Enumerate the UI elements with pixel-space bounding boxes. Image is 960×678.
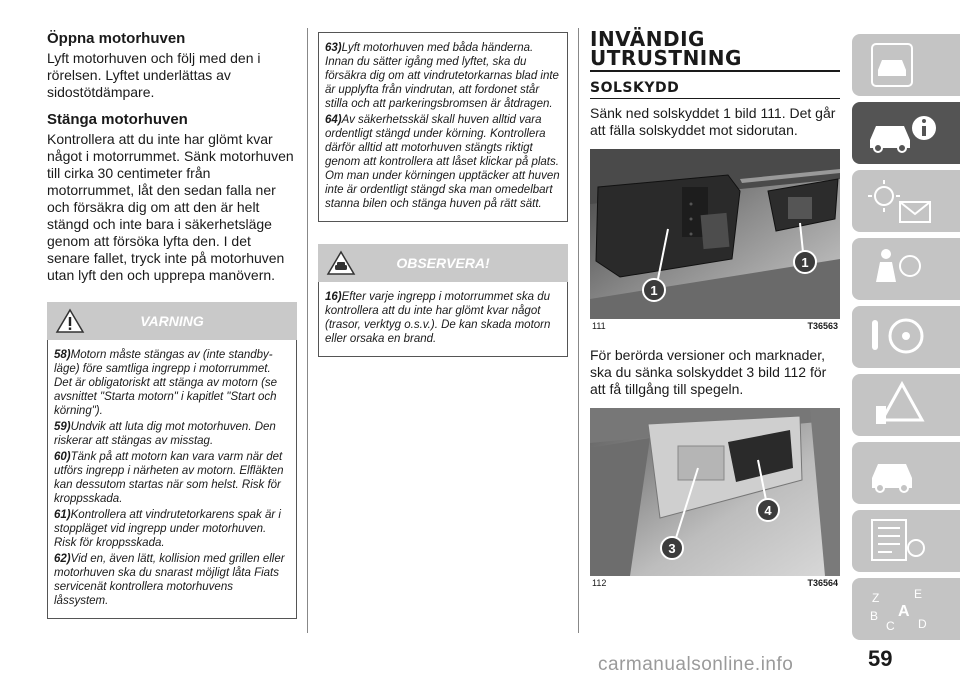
note: 62)Vid en, även lätt, kollision med grillen eller motorhuven ska du snarast möjligt låta Fiats servicenät kontrollera motorhuvens låssystem. (54, 553, 285, 607)
section-title: INVÄNDIG UTRUSTNING (590, 27, 742, 70)
paragraph-open-hood: Lyft motorhuven och följ med den i rörelsen. Lyftet underlättas av sidostötdämpare. (47, 50, 261, 100)
tab-maintenance[interactable] (852, 442, 960, 504)
column-left (47, 30, 297, 619)
figure-caption (590, 319, 840, 333)
column-middle (318, 32, 568, 357)
title-rule (590, 70, 840, 72)
svg-text:E: E (914, 587, 923, 601)
page-number: 59 (868, 646, 893, 671)
breakdown-icon (862, 378, 942, 432)
tab-warning-lights[interactable] (852, 170, 960, 232)
note: 58)Motorn måste stängas av (inte standby-läge) före samtliga ingrepp i motorrummet. Det är obligatoriskt att stänga av motorn (se avsnittet "Starta motorn" i kapitlet "Start och körning"). (54, 349, 278, 417)
figure-code: T36564 (807, 578, 838, 588)
svg-text:B: B (870, 609, 879, 623)
figure-caption (590, 576, 840, 590)
tab-technical-data[interactable] (852, 510, 960, 572)
callout-1: 1 (801, 255, 809, 270)
technical-data-icon (862, 514, 942, 568)
warning-notes (47, 340, 297, 619)
start-driving-icon (862, 310, 942, 364)
heading-open-hood: Öppna motorhuven (47, 30, 186, 47)
figure-number: 111 (592, 321, 606, 331)
tab-safety[interactable] (852, 238, 960, 300)
chapter-tabs (852, 34, 960, 646)
note: 59)Undvik att luta dig mot motorhuven. Den riskerar att stängas av misstag. (54, 421, 276, 447)
heading-close-hood: Stänga motorhuven (47, 111, 188, 128)
tab-index[interactable] (852, 578, 960, 640)
warning-notes-continued (318, 32, 568, 222)
tab-breakdown[interactable] (852, 374, 960, 436)
column-divider (307, 28, 308, 633)
note: 63)Lyft motorhuven med båda händerna. Innan du sätter igång med lyftet, ska du försäkra dig om att vindrutetorkarnas blad inte är upplyfta från vindrutan, att fordonet står stilla och att parkeringsbromsen är åtdragen. (325, 42, 559, 110)
warning-title: VARNING (140, 313, 204, 329)
callout-1: 1 (650, 283, 658, 298)
observe-header (318, 244, 568, 282)
svg-text:C: C (886, 619, 895, 633)
note: 16)Efter varje ingrepp i motorrummet ska du kontrollera att du inte har glömt kvar något (trasor, verktyg o.s.v.). De kan skada motorn eller orsaka en brand. (325, 291, 551, 345)
subsection-title: SOLSKYDD (590, 80, 680, 96)
callout-4: 4 (764, 503, 772, 518)
maintenance-car-icon (862, 446, 942, 500)
tab-car-overview[interactable] (852, 34, 960, 96)
tab-start-driving[interactable] (852, 306, 960, 368)
paragraph-mirror: För berörda versioner och marknader, ska du sänka solskyddet 3 bild 112 för att få tillgång till spegeln. (590, 347, 827, 397)
figure-112-vanity-mirror (590, 408, 840, 576)
index-icon (862, 582, 942, 636)
figure-111-sun-visors (590, 149, 840, 319)
svg-text:A: A (898, 603, 910, 620)
column-right (590, 27, 840, 590)
callout-3: 3 (668, 541, 676, 556)
svg-text:D: D (918, 617, 927, 631)
note: 61)Kontrollera att vindrutetorkarens spak är i stoppläget vid ingrepp under motorhuven. Risk för kroppsskada. (54, 509, 281, 549)
tab-car-info[interactable] (852, 102, 960, 164)
safety-airbag-icon (862, 242, 942, 296)
figure-code: T36563 (807, 321, 838, 331)
paragraph-sun-visor: Sänk ned solskyddet 1 bild 111. Det går att fälla solskyddet mot sidorutan. (590, 105, 836, 138)
subtitle-rule (590, 98, 840, 99)
note: 64)Av säkerhetsskäl skall huven alltid vara ordentligt stängd under körning. Kontrollera därför alltid att motorhuven stängts riktigt genom att kontrollera att låset klickar på plats. Om man under körningen upptäcker att huven inte är ordentligt stängd ska man omedelbart stanna bilen och stänga huven på rätt sätt. (325, 114, 560, 210)
car-info-icon (862, 106, 942, 160)
watermark: carmanualsonline.info (598, 654, 794, 675)
column-divider (578, 28, 579, 633)
paragraph-close-hood: Kontrollera att du inte har glömt kvar något i motorrummet. Sänk motorhuven till cirka 30 centimeter från motorrummet, låt den sedan falla ner och försäkra dig om att den är helt stängd och inte bara i säkerhetsläge genom att försöka lyfta den. I det senare fallet, tryck inte på motorhuven utan lyft den och upprepa manövern. (47, 131, 294, 283)
car-overview-icon (862, 38, 922, 92)
svg-text:Z: Z (872, 591, 880, 605)
observe-notes (318, 282, 568, 357)
figure-number: 112 (592, 578, 607, 588)
warning-header (47, 302, 297, 340)
warning-lights-icon (862, 174, 942, 228)
note: 60)Tänk på att motorn kan vara varm när det utförs ingrepp i närheten av motorn. Elfläkten kan dessutom startas när som helst. Risk för kroppsskada. (54, 451, 284, 505)
observe-title: OBSERVERA! (396, 255, 490, 271)
